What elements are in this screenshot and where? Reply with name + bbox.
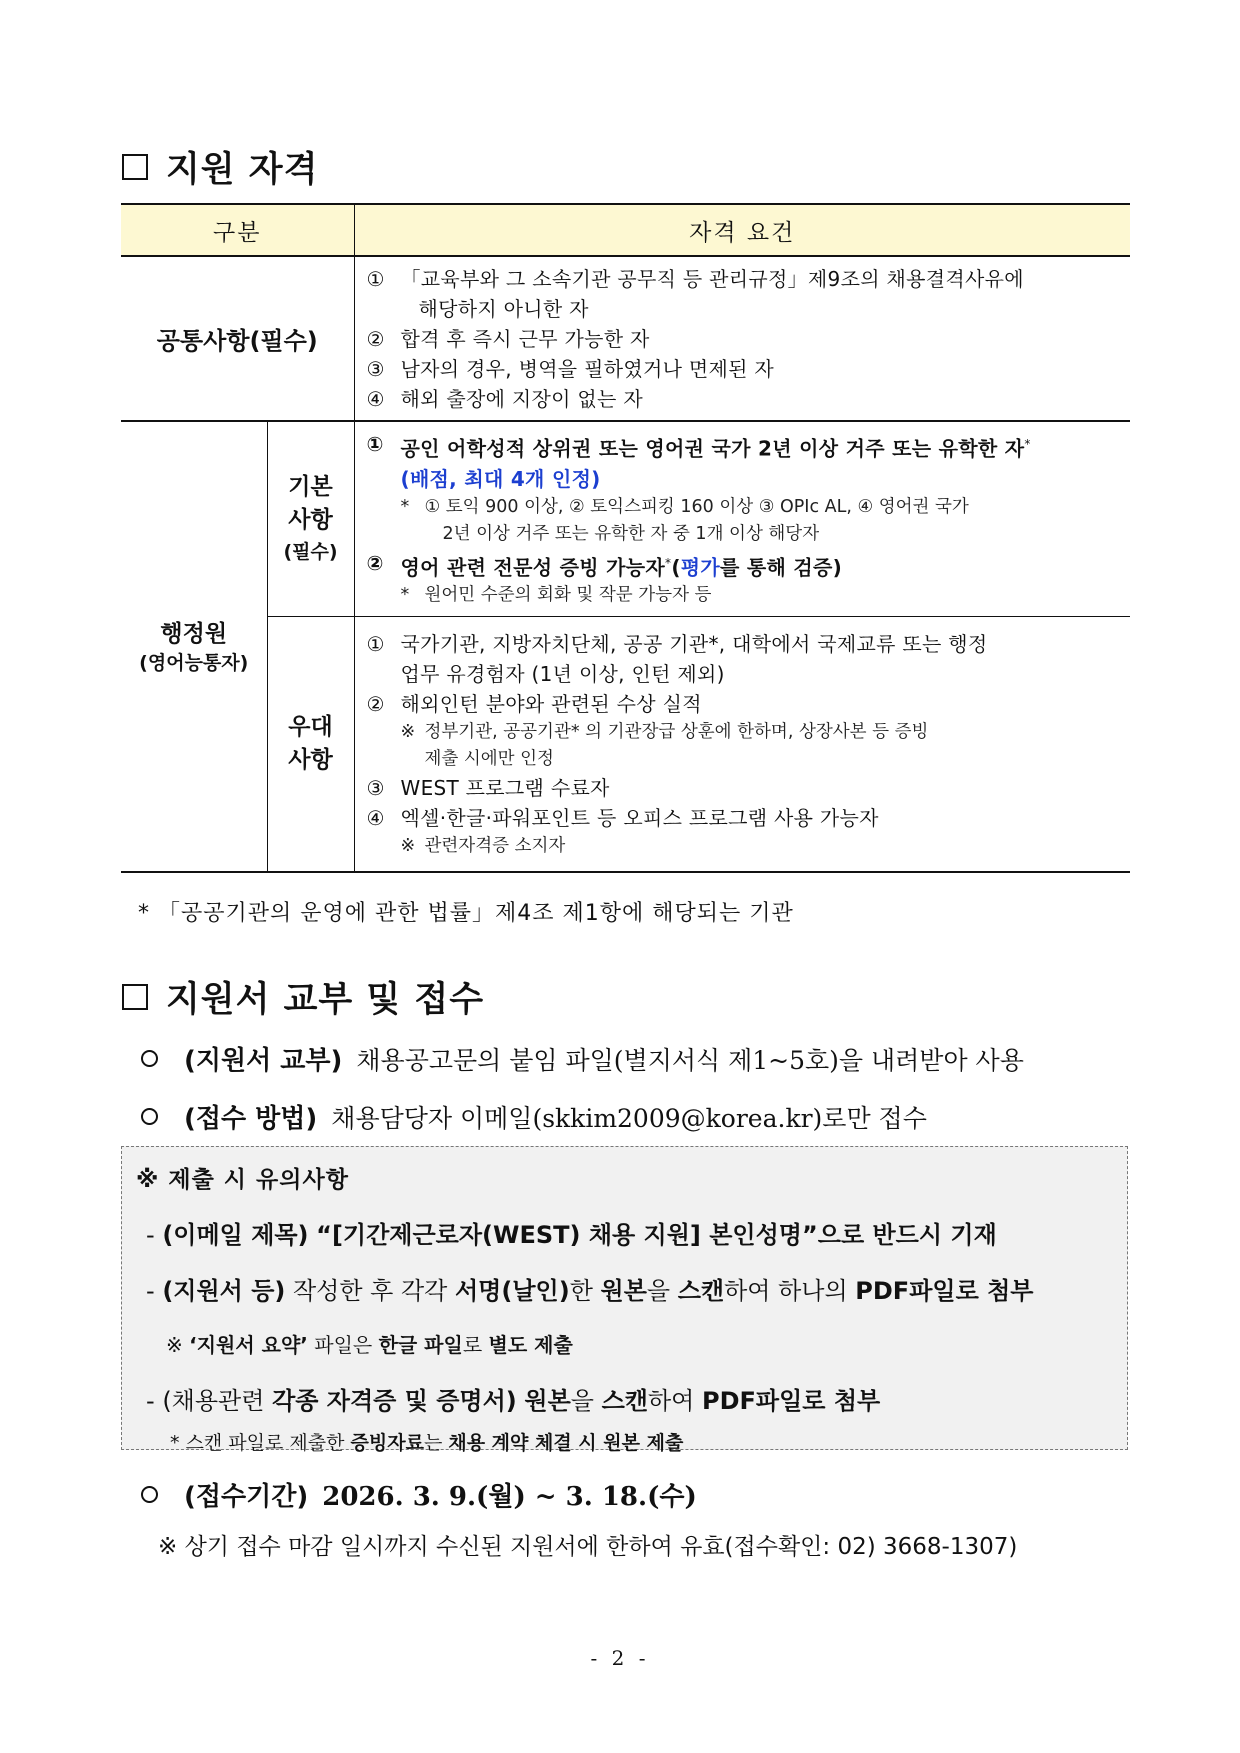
list-item-period — [141, 1476, 697, 1513]
table-row-common — [121, 256, 1130, 421]
admin-category-cell — [121, 421, 267, 872]
admin-sublabel: (영어능통자) — [139, 652, 249, 674]
circle-bullet-icon — [141, 1050, 158, 1067]
checkbox-square-icon — [122, 154, 148, 180]
basic-label-1: 기본 — [288, 474, 333, 500]
section-title-qualification — [122, 142, 318, 192]
common-item-3: ③ 남자의 경우, 병역을 필하였거나 면제된 자 — [366, 356, 774, 381]
notice-line-email-subject: - (이메일 제목) “[기간제근로자(WEST) 채용 지원] 본인성명”으로 반드시 기재 — [146, 1221, 997, 1249]
common-item-1-cont: 해당하지 아니한 자 — [418, 296, 589, 321]
basic-note-1: * ① 토익 900 이상, ② 토익스피킹 160 이상 ③ OPIc AL, ④ 영어권 국가 — [400, 496, 969, 517]
preferred-note-2: ※ 정부기관, 공공기관* 의 기관장급 상훈에 한하며, 상장사본 등 증빙 — [400, 721, 929, 742]
section-title-application — [122, 972, 484, 1022]
checkbox-square-icon — [122, 984, 148, 1010]
basic-requirements-cell — [354, 421, 1130, 617]
admin-label: 행정원 — [160, 621, 228, 647]
common-item-4: ④ 해외 출장에 지장이 없는 자 — [366, 386, 643, 411]
basic-item-2: ② 영어 관련 전문성 증빙 가능자*(평가를 통해 검증) — [366, 550, 843, 580]
table-header-row — [121, 204, 1130, 256]
basic-item-1-score: (배점, 최대 4개 인정) — [400, 466, 601, 491]
circle-bullet-icon — [141, 1486, 158, 1503]
period-text: 2026. 3. 9.(월) ~ 3. 18.(수) — [322, 1482, 697, 1512]
submission-notice-box — [121, 1146, 1128, 1454]
notice-line-certificates: - (채용관련 각종 자격증 및 증명서) 원본을 스캔하여 PDF파일로 첨부 — [146, 1387, 881, 1415]
header-requirement: 자격 요건 — [354, 204, 1130, 256]
basic-note-2: * 원어민 수준의 회화 및 작문 가능자 등 — [400, 585, 712, 606]
preferred-label-2: 사항 — [288, 747, 333, 773]
item-text: 채용담당자 이메일(skkim2009@korea.kr)로만 접수 — [331, 1103, 927, 1133]
notice-line-application: - (지원서 등) 작성한 후 각각 서명(날인)한 원본을 스캔하여 하나의 PDF파일로 첨부 — [146, 1277, 1034, 1305]
list-item-form-distribution — [141, 1040, 1024, 1077]
basic-item-1: ① 공인 어학성적 상위권 또는 영어권 국가 2년 이상 거주 또는 유학한 자* — [366, 431, 1031, 461]
preferred-item-1: ① 국가기관, 지방자치단체, 공공 기관*, 대학에서 국제교류 또는 행정 — [366, 631, 988, 656]
item-label: (지원서 교부) — [184, 1046, 343, 1076]
preferred-note-2-cont: 제출 시에만 인정 — [424, 748, 554, 769]
page-number: - 2 - — [590, 1646, 650, 1670]
section-title-text: 지원 자격 — [166, 150, 319, 190]
table-footnote: * 「공공기관의 운영에 관한 법률」제4조 제1항에 해당되는 기관 — [138, 901, 794, 926]
table-row-admin-preferred — [121, 617, 1130, 873]
table-row-admin-basic — [121, 421, 1130, 617]
section-title-text: 지원서 교부 및 접수 — [166, 980, 485, 1020]
common-label: 공통사항(필수) — [156, 327, 318, 355]
period-label: (접수기간) — [184, 1482, 309, 1512]
preferred-item-3: ③ WEST 프로그램 수료자 — [366, 775, 610, 800]
period-note: ※ 상기 접수 마감 일시까지 수신된 지원서에 한하여 유효(접수확인: 02) 3668-1307) — [158, 1534, 1018, 1560]
preferred-item-2: ② 해외인턴 분야와 관련된 수상 실적 — [366, 691, 702, 716]
preferred-label-1: 우대 — [288, 714, 333, 740]
common-item-1: ① 「교육부와 그 소속기관 공무직 등 관리규정」제9조의 채용결격사유에 — [366, 266, 1024, 291]
header-category: 구분 — [121, 204, 354, 256]
preferred-note-4: ※ 관련자격증 소지자 — [400, 835, 566, 856]
list-item-submission-method — [141, 1098, 927, 1135]
common-item-2: ② 합격 후 즉시 근무 가능한 자 — [366, 326, 650, 351]
basic-category-cell — [267, 421, 354, 617]
notice-line-summary: ※ ‘지원서 요약’ 파일은 한글 파일로 별도 제출 — [166, 1333, 573, 1357]
preferred-item-4: ④ 엑셀·한글·파워포인트 등 오피스 프로그램 사용 가능자 — [366, 805, 879, 830]
basic-note-1-cont: 2년 이상 거주 또는 유학한 자 중 1개 이상 해당자 — [442, 523, 820, 544]
notice-title: ※ 제출 시 유의사항 — [136, 1167, 349, 1193]
circle-bullet-icon — [141, 1108, 158, 1125]
preferred-requirements-cell — [354, 617, 1130, 873]
item-label: (접수 방법) — [184, 1104, 318, 1134]
common-requirements-cell — [354, 256, 1130, 421]
qualification-table — [121, 203, 1130, 873]
common-category-cell — [121, 256, 354, 421]
item-text: 채용공고문의 붙임 파일(별지서식 제1~5호)을 내려받아 사용 — [356, 1045, 1024, 1075]
preferred-category-cell — [267, 617, 354, 873]
preferred-item-1-cont: 업무 유경험자 (1년 이상, 인턴 제외) — [400, 661, 725, 686]
notice-line-original: * 스캔 파일로 제출한 증빙자료는 채용 계약 체결 시 원본 제출 — [170, 1432, 684, 1454]
basic-label-3: (필수) — [283, 541, 338, 563]
basic-label-2: 사항 — [288, 507, 333, 533]
